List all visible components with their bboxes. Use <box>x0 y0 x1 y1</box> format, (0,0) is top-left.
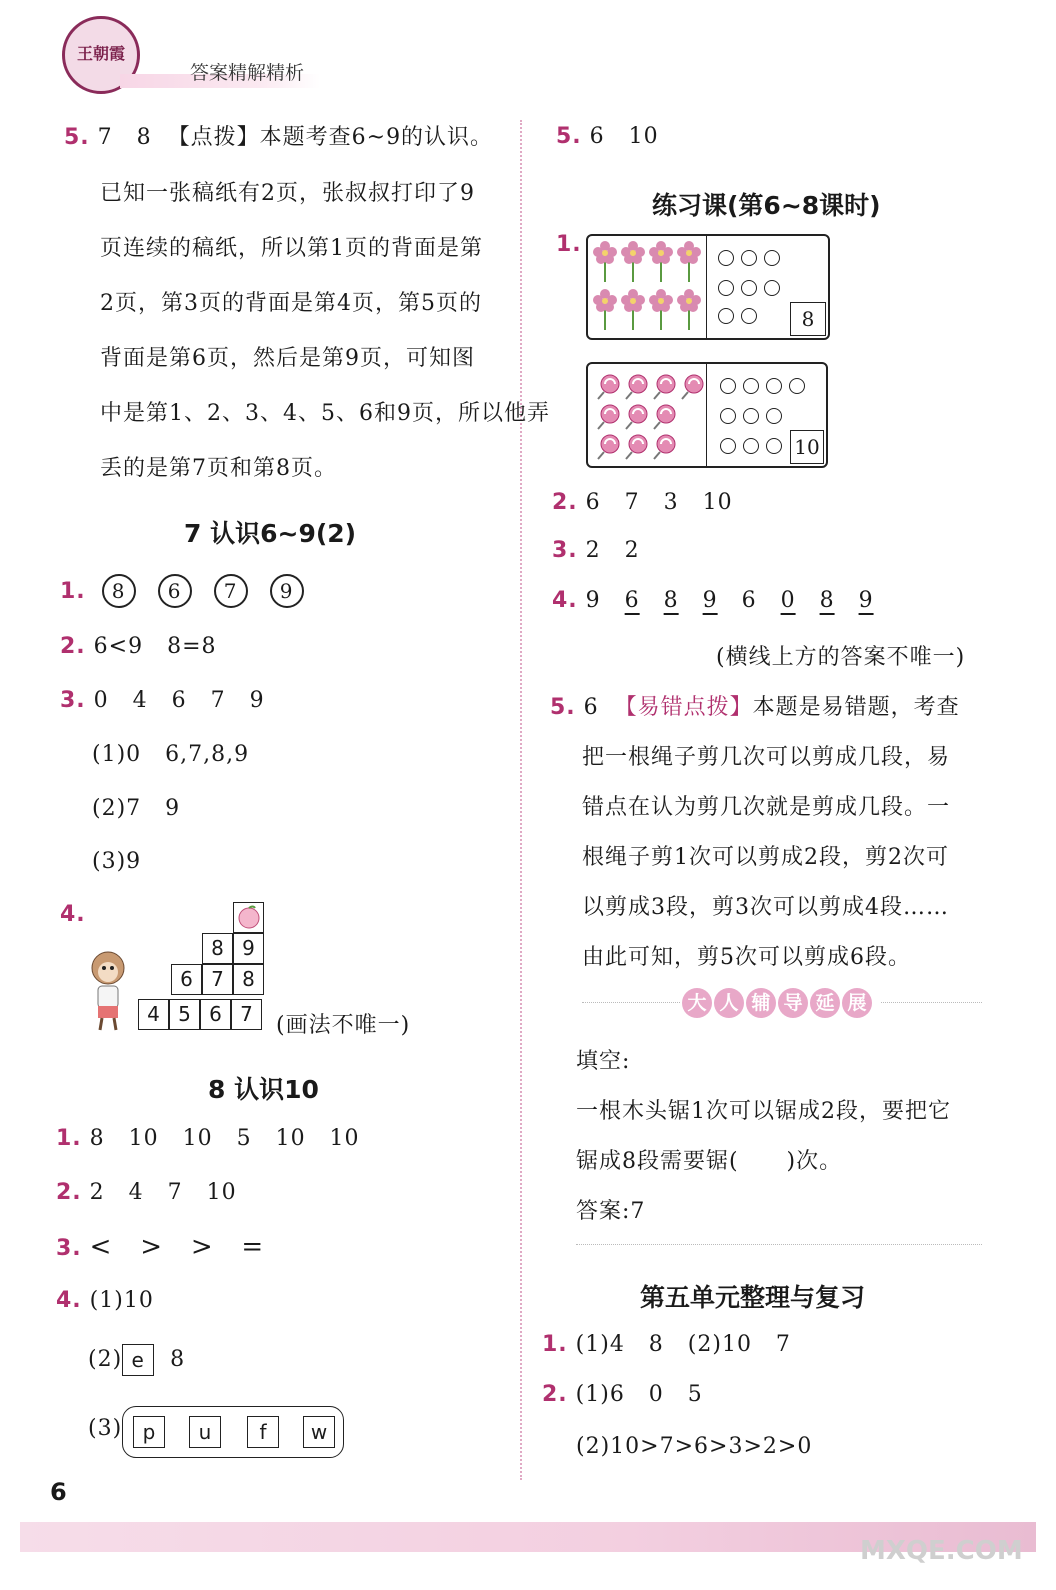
left-q5-line-6: 丢的是第7页和第8页。 <box>100 456 337 481</box>
sec7-q3: 3. 0 4 6 7 9 <box>60 688 265 713</box>
stair-cell: 5 <box>169 999 200 1030</box>
practice-q5-line-0: 5. 6 【易错点拨】本题是易错题，考查 <box>550 695 960 720</box>
ext-char: 辅 <box>746 988 776 1018</box>
lollipop-icon <box>596 402 622 434</box>
sec8-q4-3-prefix: (3) <box>88 1416 123 1441</box>
left-q5-line-2: 页连续的稿纸，所以第1页的背面是第 <box>100 236 483 261</box>
sec8-q4-2: (2) e 8 <box>88 1344 185 1376</box>
ext-divider-bottom <box>576 1244 982 1245</box>
flower-icon <box>592 240 618 288</box>
count-box: 8 <box>790 302 826 336</box>
practice-q3: 3. 2 2 <box>552 538 640 563</box>
box-divider <box>706 236 707 338</box>
review-q1: 1. (1)4 8 (2)10 7 <box>542 1332 791 1357</box>
right-q5: 5. 6 10 <box>556 124 659 149</box>
stair-cell: 7 <box>202 964 233 995</box>
left-q5-line-5: 中是第1、2、3、4、5、6和9页，所以他弄 <box>100 401 550 426</box>
stair-cell: 6 <box>171 964 202 995</box>
letter-box: p <box>133 1416 165 1448</box>
q-number: 5. <box>64 125 90 150</box>
practice-q2: 2. 6 7 3 10 <box>552 490 733 515</box>
flower-icon <box>676 288 702 336</box>
lollipop-icon <box>596 432 622 464</box>
lollipop-icon <box>624 432 650 464</box>
sec7-q3-1: (1)0 6,7,8,9 <box>92 742 250 767</box>
column-divider <box>520 120 522 1480</box>
ext-banner <box>680 988 880 1020</box>
count-box: 10 <box>790 430 824 464</box>
left-q5-line-3: 2页，第3页的背面是第4页，第5页的 <box>100 291 482 316</box>
sec7-q3-2: (2)7 9 <box>92 796 181 821</box>
practice-title: 练习课(第6~8课时) <box>652 191 881 220</box>
ext-line-0: 填空: <box>576 1049 631 1074</box>
flower-icon <box>648 288 674 336</box>
section-7-title: 7 认识6~9(2) <box>184 519 357 548</box>
ext-char: 大 <box>682 988 712 1018</box>
ext-char: 展 <box>842 988 872 1018</box>
counting-box-flowers <box>586 234 830 340</box>
letter-box: w <box>303 1416 335 1448</box>
letter-box: u <box>189 1416 221 1448</box>
sec7-q4-number: 4. <box>60 902 86 927</box>
flower-icon <box>620 288 646 336</box>
practice-q5-line-1: 把一根绳子剪几次可以剪成几段，易 <box>582 745 951 770</box>
letter-box-group <box>122 1406 344 1458</box>
sec8-q4-1: 4. (1)10 <box>56 1288 154 1313</box>
stair-cell: 7 <box>231 999 262 1030</box>
left-q5-line-0: 5. 7 8 【点拨】本题考查6~9的认识。 <box>64 125 494 150</box>
stair-cell: 8 <box>202 933 233 964</box>
practice-q5-line-3: 根绳子剪1次可以剪成2段，剪2次可 <box>582 845 949 870</box>
ext-char: 导 <box>778 988 808 1018</box>
lollipop-icon <box>652 372 678 404</box>
peach-icon <box>236 903 262 929</box>
logo-text: 王朝霞 <box>76 44 125 63</box>
flower-icon <box>648 240 674 288</box>
lollipop-icon <box>680 372 706 404</box>
practice-q5-line-4: 以剪成3段，剪3次可以剪成4段…… <box>582 895 949 920</box>
page-number: 6 <box>50 1478 67 1506</box>
ext-line-1: 一根木头锯1次可以锯成2段，要把它 <box>576 1099 951 1124</box>
lollipop-icon <box>652 432 678 464</box>
circle-row <box>718 308 764 328</box>
ext-char: 延 <box>810 988 840 1018</box>
circle-row <box>720 408 789 428</box>
lollipop-icon <box>652 402 678 434</box>
lollipop-icon <box>624 402 650 434</box>
sec7-q4-note: (画法不唯一) <box>276 1013 411 1038</box>
flower-icon <box>620 240 646 288</box>
ext-char: 人 <box>714 988 744 1018</box>
practice-q4: 4. 9 6 8 9 6 0 8 9 <box>552 588 874 613</box>
staircase-grid <box>138 902 268 1032</box>
circle-row <box>720 378 812 398</box>
stair-cell: 9 <box>233 933 264 964</box>
sec7-q1: 1. 8 6 7 9 <box>60 574 326 608</box>
flower-group <box>592 240 704 336</box>
sec7-q3-3: (3)9 <box>92 849 142 874</box>
stair-cell: 4 <box>138 999 169 1030</box>
ext-line-3: 答案:7 <box>576 1199 646 1224</box>
practice-q5-line-5: 由此可知，剪5次可以剪成6段。 <box>582 945 911 970</box>
sec7-q2: 2. 6<9 8=8 <box>60 634 217 659</box>
practice-q1-number: 1. <box>556 232 582 257</box>
review-q2b: (2)10>7>6>3>2>0 <box>576 1434 813 1459</box>
letter-box: e <box>122 1344 154 1376</box>
sec8-q3: 3. < > > = <box>56 1232 265 1262</box>
lollipop-icon <box>596 372 622 404</box>
practice-q5-line-2: 错点在认为剪几次就是剪成几段。一 <box>582 795 951 820</box>
stair-cell: 6 <box>200 999 231 1030</box>
lollipop-group <box>592 368 704 464</box>
circled-number: 8 <box>102 574 136 608</box>
circled-number: 6 <box>158 574 192 608</box>
circle-row <box>718 250 787 270</box>
stair-cell: 8 <box>233 964 264 995</box>
left-q5-line-1: 已知一张稿纸有2页，张叔叔打印了9 <box>100 181 475 206</box>
monkey-illustration <box>84 948 132 1032</box>
sec8-q2: 2. 2 4 7 10 <box>56 1180 237 1205</box>
peach-cell <box>233 902 264 933</box>
watermark: MXQE.COM <box>860 1536 1023 1566</box>
flower-icon <box>676 240 702 288</box>
review-title: 第五单元整理与复习 <box>640 1283 866 1312</box>
circled-number: 7 <box>214 574 248 608</box>
circled-number: 9 <box>270 574 304 608</box>
box-divider <box>706 364 707 466</box>
flower-icon <box>592 288 618 336</box>
practice-q4-note: (横线上方的答案不唯一) <box>716 645 966 670</box>
ext-line-2: 锯成8段需要锯( )次。 <box>576 1149 843 1174</box>
lollipop-icon <box>624 372 650 404</box>
circle-row <box>720 438 789 458</box>
counting-box-lollipops <box>586 362 828 468</box>
sec8-q1: 1. 8 10 10 5 10 10 <box>56 1126 360 1151</box>
left-q5-line-4: 背面是第6页，然后是第9页，可知图 <box>100 346 475 371</box>
header-title: 答案精解精析 <box>190 62 305 84</box>
section-8-title: 8 认识10 <box>208 1075 319 1104</box>
letter-box: f <box>247 1416 279 1448</box>
review-q2: 2. (1)6 0 5 <box>542 1382 703 1407</box>
circle-row <box>718 280 787 300</box>
